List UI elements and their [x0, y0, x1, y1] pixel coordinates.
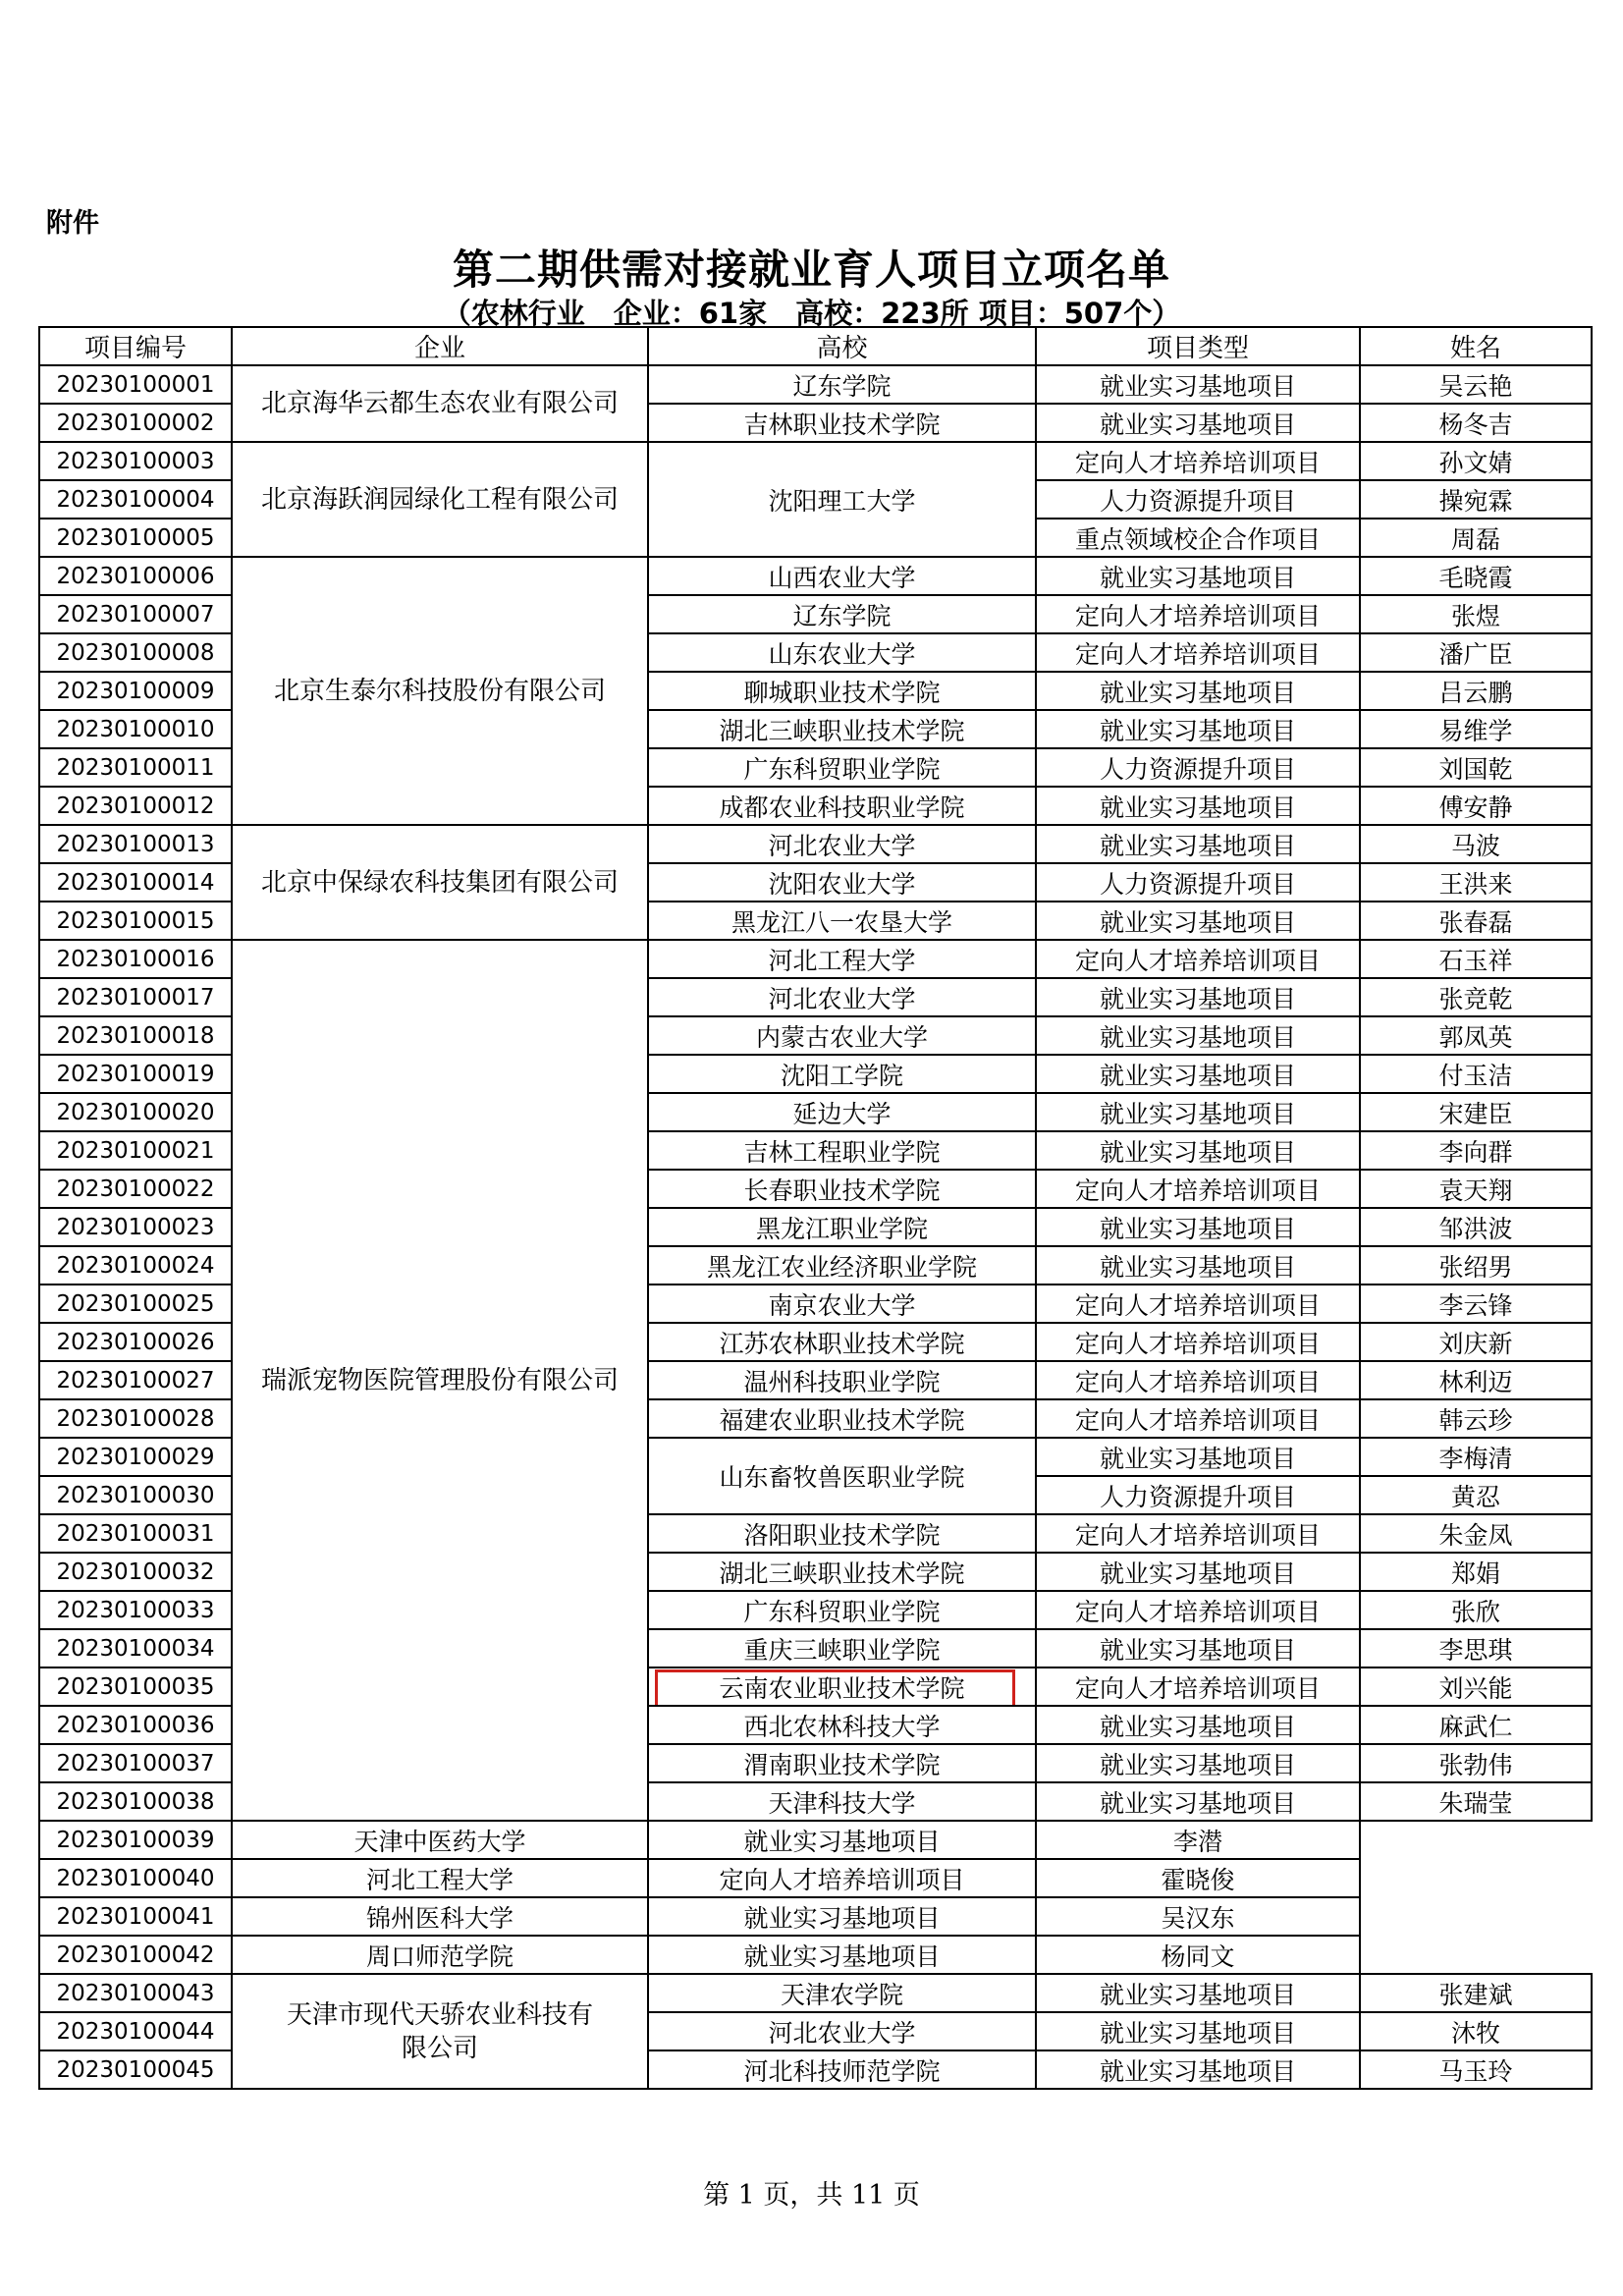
project-id-cell: 20230100017: [39, 978, 232, 1016]
attachment-label: 附件: [46, 208, 99, 239]
project-id-cell: 20230100006: [39, 557, 232, 595]
page-footer: 第 1 页，共 11 页: [703, 2180, 920, 2211]
project-id-cell: 20230100022: [39, 1170, 232, 1208]
school-cell: 河北工程大学: [232, 1859, 648, 1897]
person-name-cell: 王洪来: [1360, 863, 1592, 902]
table-row: [39, 1897, 1592, 1936]
school-cell: 沈阳理工大学: [648, 442, 1036, 557]
person-name-cell: 韩云珍: [1360, 1399, 1592, 1438]
header-project-id: 项目编号: [39, 327, 232, 365]
project-type-cell: 就业实习基地项目: [1036, 978, 1360, 1016]
project-id-cell: 20230100035: [39, 1667, 232, 1706]
project-id-cell: 20230100011: [39, 748, 232, 787]
project-id-cell: 20230100005: [39, 519, 232, 557]
person-name-cell: 李思琪: [1360, 1629, 1592, 1667]
school-cell: 河北科技师范学院: [648, 2050, 1036, 2089]
person-name-cell: 霍晓俊: [1036, 1859, 1360, 1897]
project-type-cell: 就业实习基地项目: [1036, 825, 1360, 863]
person-name-cell: 杨冬吉: [1360, 404, 1592, 442]
project-id-cell: 20230100039: [39, 1821, 232, 1859]
person-name-cell: 操宛霖: [1360, 480, 1592, 519]
table-body: [39, 365, 1592, 2089]
person-name-cell: 潘广臣: [1360, 633, 1592, 672]
school-cell: 河北农业大学: [648, 2012, 1036, 2050]
person-name-cell: 刘庆新: [1360, 1323, 1592, 1361]
table-row: [39, 442, 1592, 480]
school-cell: 吉林工程职业学院: [648, 1131, 1036, 1170]
person-name-cell: 李向群: [1360, 1131, 1592, 1170]
person-name-cell: 马玉玲: [1360, 2050, 1592, 2089]
project-type-cell: 就业实习基地项目: [1036, 404, 1360, 442]
project-id-cell: 20230100012: [39, 787, 232, 825]
project-id-cell: 20230100021: [39, 1131, 232, 1170]
project-type-cell: 就业实习基地项目: [1036, 2012, 1360, 2050]
person-name-cell: 傅安静: [1360, 787, 1592, 825]
project-type-cell: 就业实习基地项目: [648, 1897, 1036, 1936]
project-id-cell: 20230100034: [39, 1629, 232, 1667]
school-cell: 河北农业大学: [648, 825, 1036, 863]
table-row: [39, 1974, 1592, 2012]
school-cell: 重庆三峡职业学院: [648, 1629, 1036, 1667]
table-row: [39, 1821, 1592, 1859]
table-row: [39, 1859, 1592, 1897]
project-type-cell: 定向人才培养培训项目: [1036, 442, 1360, 480]
project-type-cell: 就业实习基地项目: [1036, 1438, 1360, 1476]
project-id-cell: 20230100036: [39, 1706, 232, 1744]
project-id-cell: 20230100032: [39, 1553, 232, 1591]
person-name-cell: 麻武仁: [1360, 1706, 1592, 1744]
school-cell: 渭南职业技术学院: [648, 1744, 1036, 1782]
school-cell: 福建农业职业技术学院: [648, 1399, 1036, 1438]
person-name-cell: 张欣: [1360, 1591, 1592, 1629]
person-name-cell: 易维学: [1360, 710, 1592, 748]
project-id-cell: 20230100004: [39, 480, 232, 519]
project-id-cell: 20230100003: [39, 442, 232, 480]
project-id-cell: 20230100023: [39, 1208, 232, 1246]
person-name-cell: 李云锋: [1360, 1285, 1592, 1323]
project-type-cell: 定向人才培养培训项目: [1036, 595, 1360, 633]
project-id-cell: 20230100025: [39, 1285, 232, 1323]
project-type-cell: 定向人才培养培训项目: [1036, 1170, 1360, 1208]
project-id-cell: 20230100044: [39, 2012, 232, 2050]
project-id-cell: 20230100009: [39, 672, 232, 710]
enterprise-cell: 瑞派宠物医院管理股份有限公司: [232, 940, 648, 1821]
project-type-cell: 定向人才培养培训项目: [1036, 1361, 1360, 1399]
project-type-cell: 就业实习基地项目: [1036, 1093, 1360, 1131]
school-cell: 南京农业大学: [648, 1285, 1036, 1323]
table-row: [39, 1936, 1592, 1974]
project-type-cell: 人力资源提升项目: [1036, 1476, 1360, 1514]
project-type-cell: 就业实习基地项目: [648, 1936, 1036, 1974]
enterprise-cell: 天津市现代天骄农业科技有限公司: [232, 1974, 648, 2089]
person-name-cell: 邹洪波: [1360, 1208, 1592, 1246]
person-name-cell: 张建斌: [1360, 1974, 1592, 2012]
project-type-cell: 就业实习基地项目: [1036, 1629, 1360, 1667]
project-id-cell: 20230100024: [39, 1246, 232, 1285]
project-id-cell: 20230100045: [39, 2050, 232, 2089]
school-cell: 辽东学院: [648, 365, 1036, 404]
school-cell: 山东农业大学: [648, 633, 1036, 672]
project-type-cell: 定向人才培养培训项目: [1036, 1399, 1360, 1438]
project-id-cell: 20230100029: [39, 1438, 232, 1476]
project-id-cell: 20230100014: [39, 863, 232, 902]
school-cell: 山西农业大学: [648, 557, 1036, 595]
school-cell: 湖北三峡职业技术学院: [648, 1553, 1036, 1591]
school-cell: 湖北三峡职业技术学院: [648, 710, 1036, 748]
project-type-cell: 定向人才培养培训项目: [1036, 1514, 1360, 1553]
school-cell: 锦州医科大学: [232, 1897, 648, 1936]
school-cell: 云南农业职业技术学院: [648, 1667, 1036, 1706]
project-type-cell: 定向人才培养培训项目: [648, 1859, 1036, 1897]
school-cell: 周口师范学院: [232, 1936, 648, 1974]
person-name-cell: 吕云鹏: [1360, 672, 1592, 710]
enterprise-cell: 北京中保绿农科技集团有限公司: [232, 825, 648, 940]
school-cell: 聊城职业技术学院: [648, 672, 1036, 710]
project-type-cell: 定向人才培养培训项目: [1036, 1323, 1360, 1361]
project-id-cell: 20230100030: [39, 1476, 232, 1514]
project-type-cell: 定向人才培养培训项目: [1036, 1667, 1360, 1706]
person-name-cell: 张勃伟: [1360, 1744, 1592, 1782]
project-type-cell: 就业实习基地项目: [1036, 365, 1360, 404]
school-cell: 黑龙江八一农垦大学: [648, 902, 1036, 940]
project-id-cell: 20230100038: [39, 1782, 232, 1821]
header-project-type: 项目类型: [1036, 327, 1360, 365]
header-enterprise: 企业: [232, 327, 648, 365]
school-cell: 江苏农林职业技术学院: [648, 1323, 1036, 1361]
school-cell: 天津中医药大学: [232, 1821, 648, 1859]
person-name-cell: 朱金凤: [1360, 1514, 1592, 1553]
person-name-cell: 刘兴能: [1360, 1667, 1592, 1706]
project-id-cell: 20230100043: [39, 1974, 232, 2012]
person-name-cell: 付玉洁: [1360, 1055, 1592, 1093]
project-type-cell: 定向人才培养培训项目: [1036, 1591, 1360, 1629]
project-id-cell: 20230100020: [39, 1093, 232, 1131]
project-id-cell: 20230100031: [39, 1514, 232, 1553]
project-type-cell: 就业实习基地项目: [1036, 1208, 1360, 1246]
project-id-cell: 20230100015: [39, 902, 232, 940]
school-cell: 延边大学: [648, 1093, 1036, 1131]
school-cell: 天津农学院: [648, 1974, 1036, 2012]
table-header-row: [39, 327, 1592, 365]
project-id-cell: 20230100008: [39, 633, 232, 672]
person-name-cell: 郭凤英: [1360, 1016, 1592, 1055]
person-name-cell: 张煜: [1360, 595, 1592, 633]
project-type-cell: 定向人才培养培训项目: [1036, 633, 1360, 672]
project-id-cell: 20230100037: [39, 1744, 232, 1782]
enterprise-cell: 北京生泰尔科技股份有限公司: [232, 557, 648, 825]
project-type-cell: 就业实习基地项目: [1036, 1974, 1360, 2012]
person-name-cell: 张竞乾: [1360, 978, 1592, 1016]
school-cell: 内蒙古农业大学: [648, 1016, 1036, 1055]
person-name-cell: 周磊: [1360, 519, 1592, 557]
project-type-cell: 人力资源提升项目: [1036, 863, 1360, 902]
project-id-cell: 20230100033: [39, 1591, 232, 1629]
project-id-cell: 20230100019: [39, 1055, 232, 1093]
person-name-cell: 沐牧: [1360, 2012, 1592, 2050]
header-school: 高校: [648, 327, 1036, 365]
project-type-cell: 就业实习基地项目: [1036, 902, 1360, 940]
school-cell: 沈阳农业大学: [648, 863, 1036, 902]
project-type-cell: 就业实习基地项目: [1036, 1246, 1360, 1285]
school-cell: 黑龙江农业经济职业学院: [648, 1246, 1036, 1285]
project-id-cell: 20230100027: [39, 1361, 232, 1399]
enterprise-cell: 北京海跃润园绿化工程有限公司: [232, 442, 648, 557]
table-row: [39, 940, 1592, 978]
project-id-cell: 20230100001: [39, 365, 232, 404]
person-name-cell: 吴云艳: [1360, 365, 1592, 404]
project-type-cell: 就业实习基地项目: [1036, 1782, 1360, 1821]
person-name-cell: 孙文婧: [1360, 442, 1592, 480]
project-type-cell: 就业实习基地项目: [1036, 672, 1360, 710]
project-table: [38, 326, 1593, 2090]
document-subtitle: （农林行业 企业：61家 高校：223所 项目：507个）: [442, 297, 1181, 330]
project-type-cell: 就业实习基地项目: [1036, 557, 1360, 595]
school-cell: 广东科贸职业学院: [648, 1591, 1036, 1629]
person-name-cell: 张春磊: [1360, 902, 1592, 940]
project-type-cell: 就业实习基地项目: [648, 1821, 1036, 1859]
school-cell: 西北农林科技大学: [648, 1706, 1036, 1744]
person-name-cell: 郑娟: [1360, 1553, 1592, 1591]
project-id-cell: 20230100002: [39, 404, 232, 442]
school-cell: 河北工程大学: [648, 940, 1036, 978]
project-type-cell: 就业实习基地项目: [1036, 1706, 1360, 1744]
document-title: 第二期供需对接就业育人项目立项名单: [452, 246, 1170, 294]
school-cell: 河北农业大学: [648, 978, 1036, 1016]
person-name-cell: 袁天翔: [1360, 1170, 1592, 1208]
project-id-cell: 20230100018: [39, 1016, 232, 1055]
project-type-cell: 就业实习基地项目: [1036, 1131, 1360, 1170]
school-cell: 吉林职业技术学院: [648, 404, 1036, 442]
school-cell: 成都农业科技职业学院: [648, 787, 1036, 825]
person-name-cell: 林利迈: [1360, 1361, 1592, 1399]
school-cell: 长春职业技术学院: [648, 1170, 1036, 1208]
project-type-cell: 人力资源提升项目: [1036, 748, 1360, 787]
table-row: [39, 825, 1592, 863]
person-name-cell: 张绍男: [1360, 1246, 1592, 1285]
person-name-cell: 刘国乾: [1360, 748, 1592, 787]
project-type-cell: 人力资源提升项目: [1036, 480, 1360, 519]
person-name-cell: 马波: [1360, 825, 1592, 863]
project-type-cell: 就业实习基地项目: [1036, 1744, 1360, 1782]
table-row: [39, 365, 1592, 404]
project-type-cell: 定向人才培养培训项目: [1036, 1285, 1360, 1323]
person-name-cell: 吴汉东: [1036, 1897, 1360, 1936]
school-cell: 沈阳工学院: [648, 1055, 1036, 1093]
project-type-cell: 就业实习基地项目: [1036, 2050, 1360, 2089]
school-cell: 温州科技职业学院: [648, 1361, 1036, 1399]
project-id-cell: 20230100040: [39, 1859, 232, 1897]
project-id-cell: 20230100013: [39, 825, 232, 863]
school-cell: 天津科技大学: [648, 1782, 1036, 1821]
project-type-cell: 就业实习基地项目: [1036, 787, 1360, 825]
school-cell: 洛阳职业技术学院: [648, 1514, 1036, 1553]
school-cell: 广东科贸职业学院: [648, 748, 1036, 787]
project-id-cell: 20230100042: [39, 1936, 232, 1974]
person-name-cell: 李梅清: [1360, 1438, 1592, 1476]
table-row: [39, 557, 1592, 595]
project-id-cell: 20230100010: [39, 710, 232, 748]
project-type-cell: 定向人才培养培训项目: [1036, 940, 1360, 978]
project-id-cell: 20230100007: [39, 595, 232, 633]
person-name-cell: 杨同文: [1036, 1936, 1360, 1974]
school-cell: 辽东学院: [648, 595, 1036, 633]
project-type-cell: 就业实习基地项目: [1036, 1016, 1360, 1055]
person-name-cell: 毛晓霞: [1360, 557, 1592, 595]
person-name-cell: 石玉祥: [1360, 940, 1592, 978]
enterprise-cell: 北京海华云都生态农业有限公司: [232, 365, 648, 442]
person-name-cell: 宋建臣: [1360, 1093, 1592, 1131]
project-type-cell: 就业实习基地项目: [1036, 1055, 1360, 1093]
person-name-cell: 朱瑞莹: [1360, 1782, 1592, 1821]
project-id-cell: 20230100026: [39, 1323, 232, 1361]
project-id-cell: 20230100041: [39, 1897, 232, 1936]
person-name-cell: 李潜: [1036, 1821, 1360, 1859]
school-cell: 黑龙江职业学院: [648, 1208, 1036, 1246]
project-type-cell: 就业实习基地项目: [1036, 710, 1360, 748]
school-cell: 山东畜牧兽医职业学院: [648, 1438, 1036, 1514]
project-type-cell: 重点领域校企合作项目: [1036, 519, 1360, 557]
person-name-cell: 黄忍: [1360, 1476, 1592, 1514]
header-name: 姓名: [1360, 327, 1592, 365]
project-id-cell: 20230100016: [39, 940, 232, 978]
project-id-cell: 20230100028: [39, 1399, 232, 1438]
project-type-cell: 就业实习基地项目: [1036, 1553, 1360, 1591]
